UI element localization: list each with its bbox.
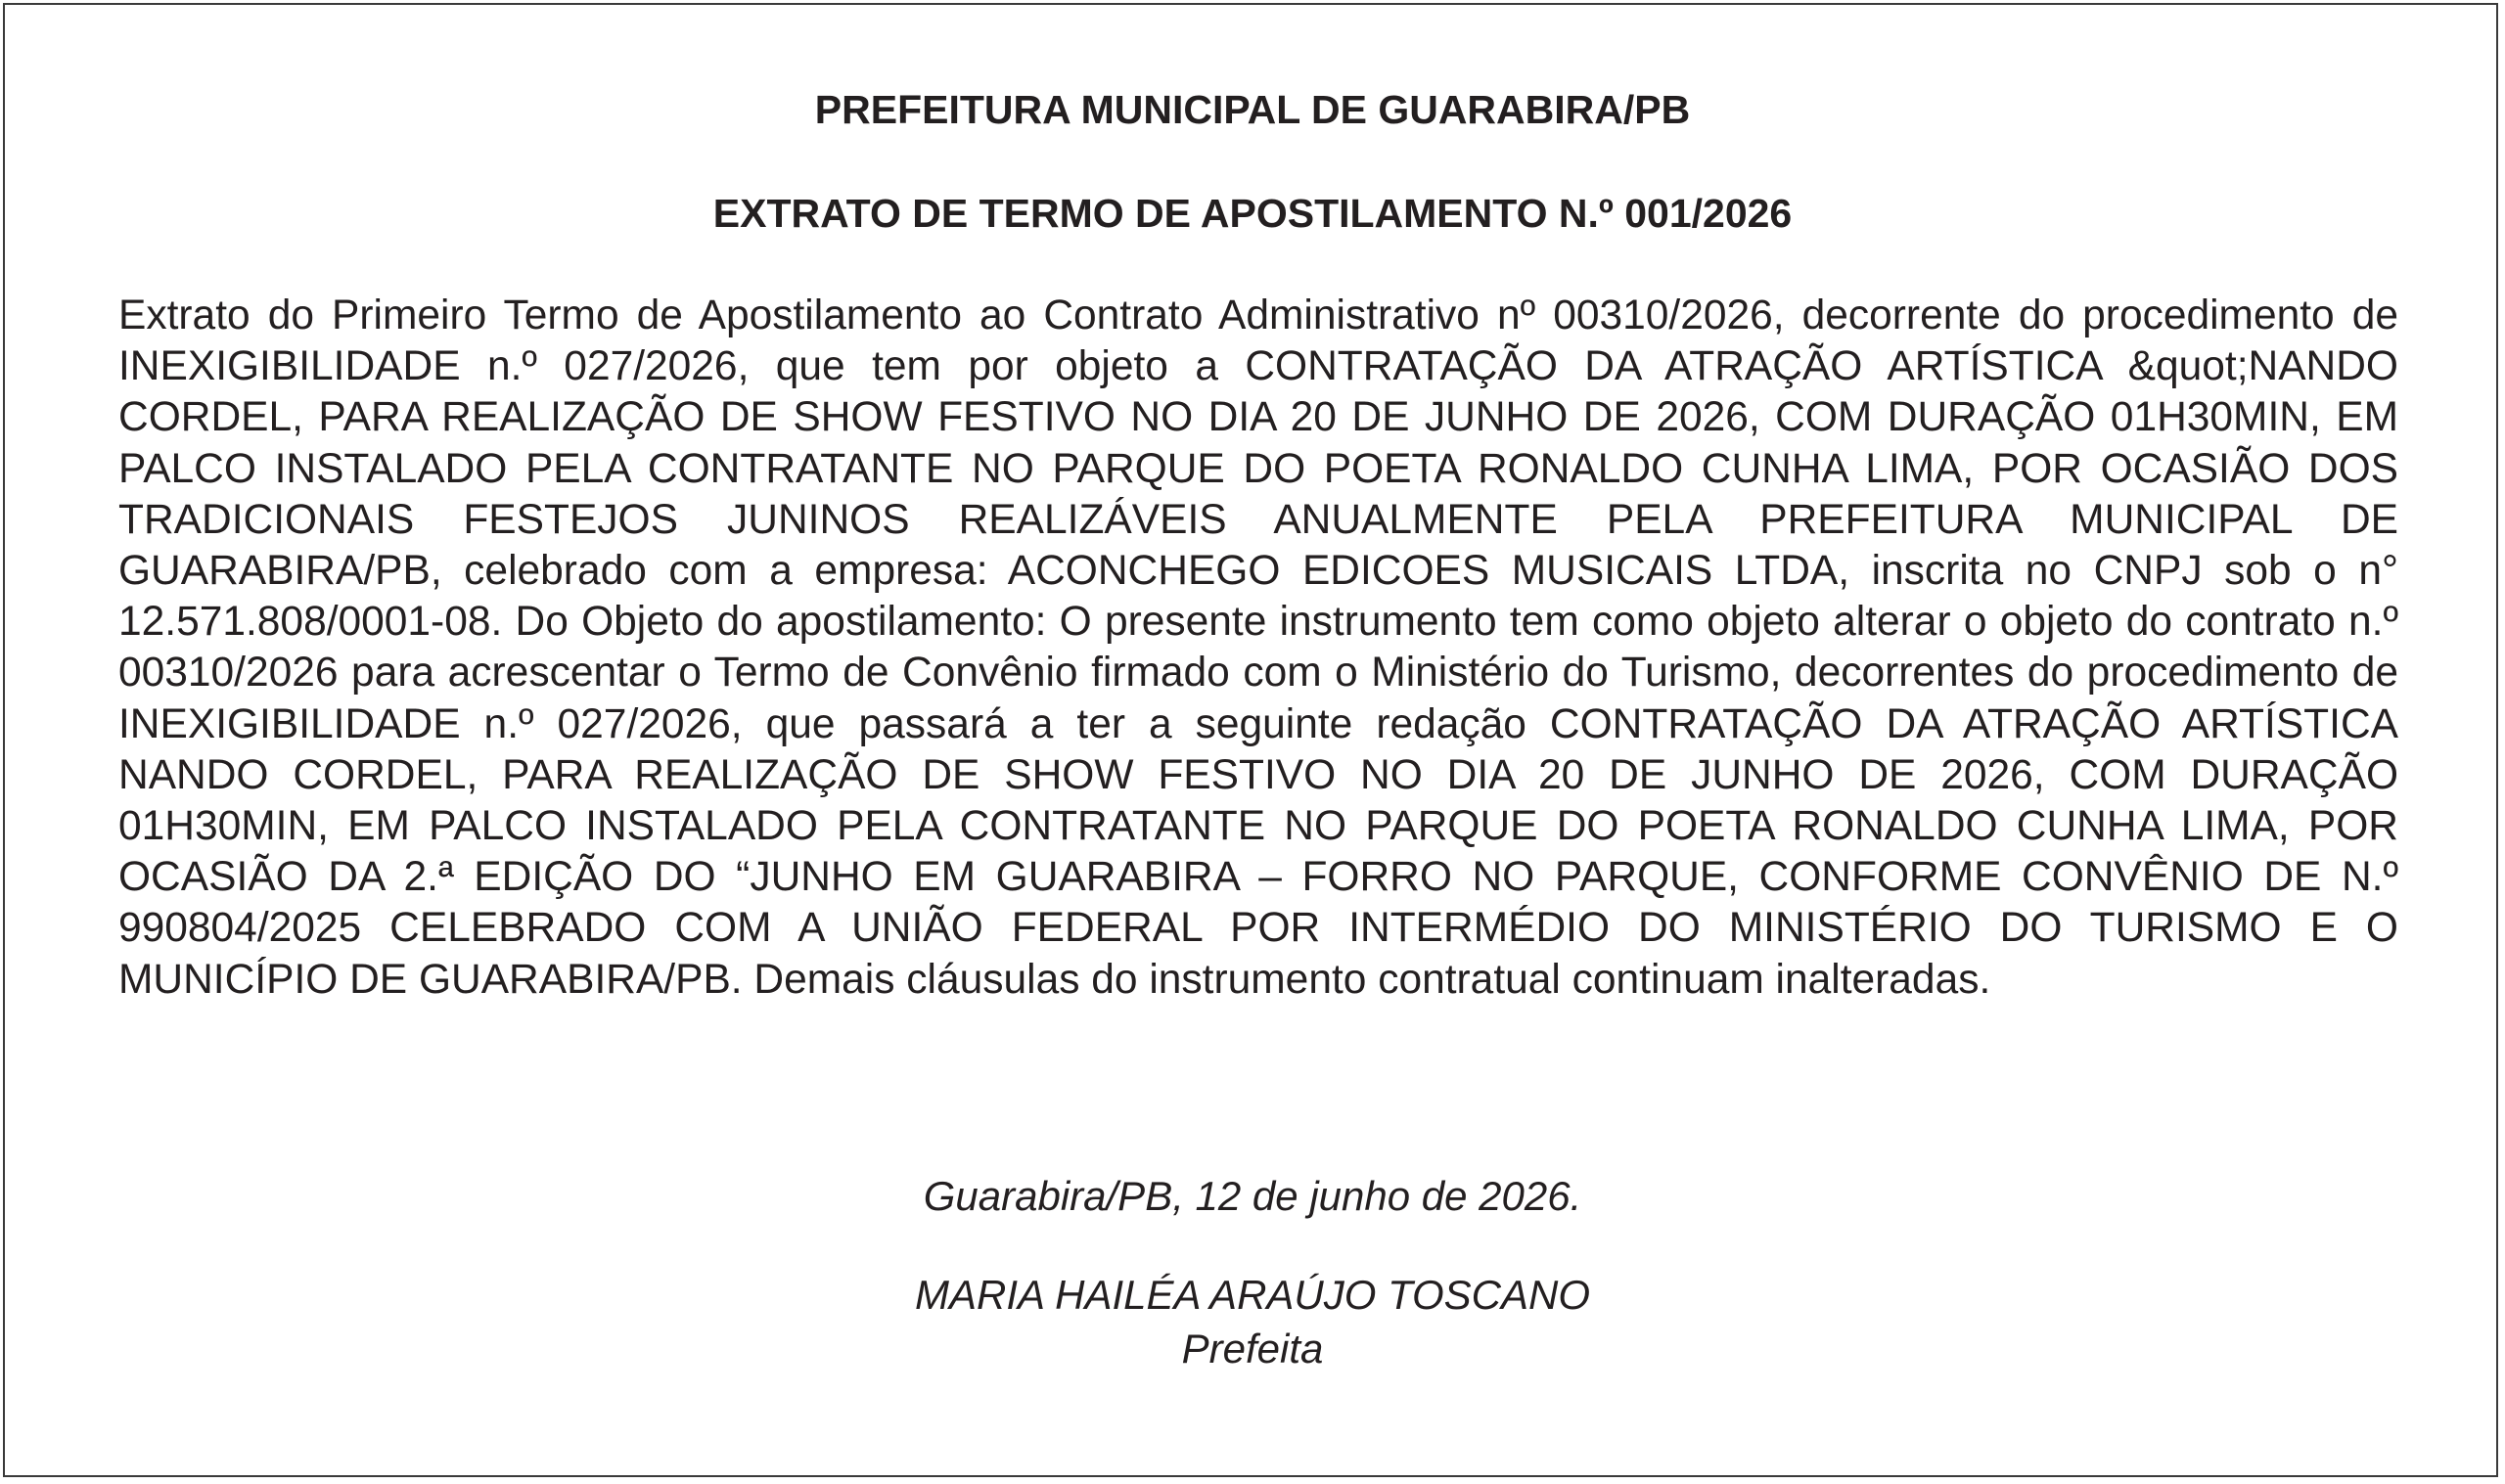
signer-role: Prefeita [1181,1326,1324,1372]
notice-frame [3,3,2498,1477]
document-body: Extrato do Primeiro Termo de Apostilamento ao Contrato Administrativo nº 00310/2026, decorrente do procedimento de INEXIGIBILIDADE n.º 027/2026, que tem por objeto a CONTRATAÇÃO DA ATRAÇÃO ARTÍSTICA &quot;NANDO CORDEL, PARA REALIZAÇÃO DE SHOW FESTIVO NO DIA 20 DE JUNHO DE 2026, COM DURAÇÃO 01H30MIN, EM PALCO INSTALADO PELA CONTRATANTE NO PARQUE DO POETA RONALDO CUNHA LIMA, POR OCASIÃO DOS TRADICIONAIS FESTEJOS JUNINOS REALIZÁVEIS ANUALMENTE PELA PREFEITURA MUNICIPAL DE GUARABIRA/PB, celebrado com a empresa: ACONCHEGO EDICOES MUSICAIS LTDA, inscrita no CNPJ sob o n° 12.571.808/0001-08. Do Objeto do apostilamento: O presente instrumento tem como objeto alterar o objeto do contrato n.º 00310/2026 para acrescentar o Termo de Convênio firmado com o Ministério do Turismo, decorrentes do procedimento de INEXIGIBILIDADE n.º 027/2026, que passará a ter a seguinte redação CONTRATAÇÃO DA ATRAÇÃO ARTÍSTICA NANDO CORDEL, PARA REALIZAÇÃO DE SHOW FESTIVO NO DIA 20 DE JUNHO DE 2026, COM DURAÇÃO 01H30MIN, EM PALCO INSTALADO PELA CONTRATANTE NO PARQUE DO POETA RONALDO CUNHA LIMA, POR OCASIÃO DA 2.ª EDIÇÃO DO “JUNHO EM GUARABIRA – FORRO NO PARQUE, CONFORME CONVÊNIO DE N.º 990804/2025 CELEBRADO COM A UNIÃO FEDERAL POR INTERMÉDIO DO MINISTÉRIO DO TURISMO E O MUNICÍPIO DE GUARABIRA/PB. Demais cláusulas do instrumento contratual continuam inalteradas. [118,292,2398,1003]
signer-name: MARIA HAILÉA ARAÚJO TOSCANO [914,1272,1591,1318]
place-and-date: Guarabira/PB, 12 de junho de 2026. [923,1173,1582,1219]
document-title: EXTRATO DE TERMO DE APOSTILAMENTO N.º 001/2026 [712,191,1793,236]
organization-heading: PREFEITURA MUNICIPAL DE GUARABIRA/PB [814,87,1691,132]
